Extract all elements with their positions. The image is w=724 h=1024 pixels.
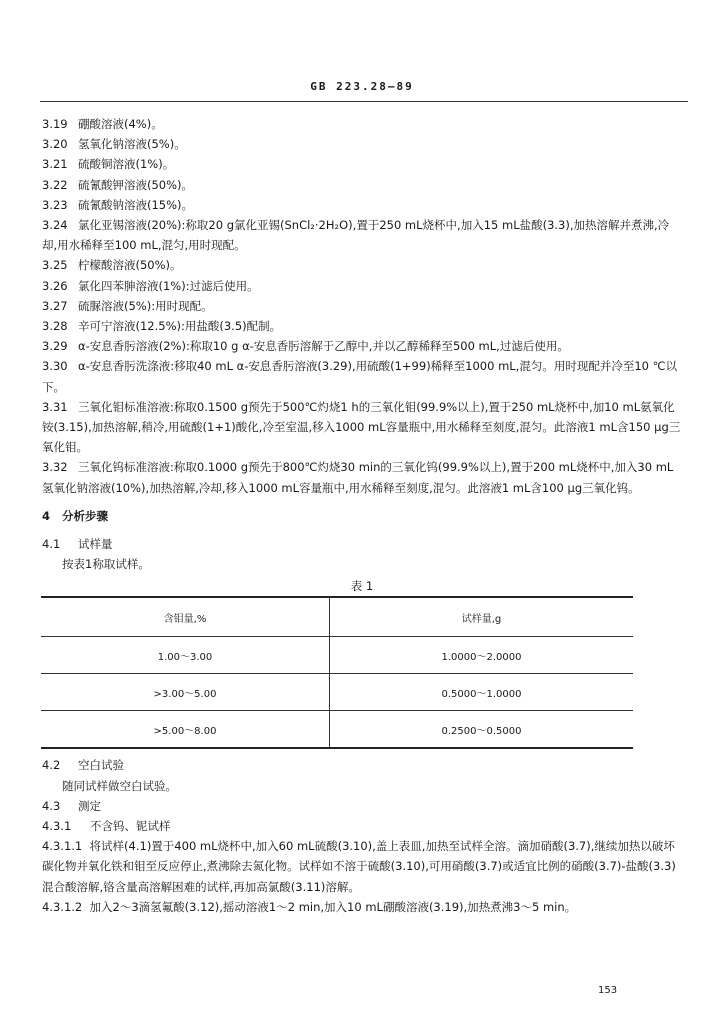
clause-text: 将试样(4.1)置于400 mL烧杯中,加入60 mL硫酸(3.10),盖上表皿,加热至试样全溶。滴加硝酸(3.7),继续加热以破坏碳化物并氧化铁和钼至反应停止,煮沸除去氮化物。试样如不溶于硫酸(3.10),可用硝酸(3.7)或适宜比例的硝酸(3.7)-盐酸(3.3)混合酸溶解,铬含量高溶解困难的试样,再加高氯酸(3.11)溶解。 <box>42 839 676 894</box>
reagent-number: 3.26 <box>42 278 68 293</box>
section-heading <box>42 506 682 526</box>
reagent-number: 3.30 <box>42 359 68 374</box>
subsection-number: 4.3 <box>42 798 61 813</box>
table-row <box>41 637 633 674</box>
reagent-text: 硫酸铜溶液(1%)。 <box>78 157 175 172</box>
sample-mass-table <box>41 596 633 749</box>
reagent-text: 辛可宁溶液(12.5%):用盐酸(3.5)配制。 <box>78 319 282 334</box>
reagent-number: 3.32 <box>42 460 68 475</box>
subsection-heading <box>42 755 682 775</box>
reagent-text: 三氧化钨标准溶液:称取0.1000 g预先于800℃灼烧30 min的三氧化钨(99.9%以上),置于200 mL烧杯中,加入30 mL氢氧化钠溶液(10%),加热溶解,冷却,移入1000 mL容量瓶中,用水稀释至刻度,混匀。此溶液1 mL含100 μg三氧化钨。 <box>42 460 674 495</box>
table-cell: 0.2500～0.5000 <box>330 711 634 749</box>
reagent-list <box>42 114 682 498</box>
table-header-cell: 含钼量,% <box>41 597 330 637</box>
table-cell: 1.0000～2.0000 <box>441 651 522 663</box>
subsection-title: 试样量 <box>78 537 113 552</box>
table-row <box>41 711 633 749</box>
reagent-number: 3.19 <box>42 117 68 131</box>
reagent-item <box>42 336 682 356</box>
paragraph: 随同试样做空白试验。 <box>62 778 177 793</box>
reagent-item <box>42 276 682 296</box>
reagent-number: 3.25 <box>42 258 68 273</box>
paragraph <box>42 897 682 917</box>
subsection-heading <box>42 534 682 554</box>
subsection-heading <box>42 796 682 816</box>
reagent-text: 氯化亚锡溶液(20%):称取20 g氯化亚锡(SnCl₂·2H₂O),置于250 mL烧杯中,加入15 mL盐酸(3.3),加热溶解并煮沸,冷却,用水稀释至100 mL,混匀,用时现配。 <box>42 218 670 253</box>
table-header-row <box>41 597 633 637</box>
reagent-text: 硼酸溶液(4%)。 <box>78 117 163 131</box>
reagent-item <box>42 296 682 316</box>
reagent-item <box>42 356 682 396</box>
subsection-title: 不含钨、铌试样 <box>90 819 171 834</box>
subsection-title: 空白试验 <box>78 758 124 773</box>
reagent-text: α-安息香肟洗涤液:移取40 mL α-安息香肟溶液(3.29),用硫酸(1+99)稀释至1000 mL,混匀。用时现配并冷至10 ℃以下。 <box>42 359 678 394</box>
reagent-text: 硫脲溶液(5%):用时现配。 <box>78 298 213 313</box>
table-cell: 0.5000～1.0000 <box>330 674 634 711</box>
reagent-text: 硫氰酸钠溶液(15%)。 <box>78 197 194 212</box>
paragraph <box>42 836 682 897</box>
page-number: 153 <box>598 985 618 996</box>
table-row <box>41 674 633 711</box>
reagent-text: 三氧化钼标准溶液:称取0.1500 g预先于500℃灼烧1 h的三氧化钼(99.9%以上),置于250 mL烧杯中,加10 mL氨氧化铵(3.15),加热溶解,稍冷,用硫酸(1+1)酸化,冷至室温,移入1000 mL容量瓶中,用水稀释至刻度,混匀。此溶液1 mL含150 μg三氧化钼。 <box>42 399 681 455</box>
reagent-text: 氯化四苯胂溶液(1%):过滤后使用。 <box>78 278 259 293</box>
reagent-item <box>42 114 682 134</box>
subsection-number: 4.2 <box>42 758 61 773</box>
section-number: 4 <box>42 508 51 523</box>
reagent-item <box>42 457 682 497</box>
table-header-cell: 试样量,g <box>330 597 634 637</box>
subsection-number: 4.1 <box>42 537 61 552</box>
clause-number: 4.3.1.2 <box>42 899 83 914</box>
reagent-number: 3.23 <box>42 197 68 212</box>
reagent-number: 3.24 <box>42 218 68 233</box>
subsection-number: 4.3.1 <box>42 819 72 834</box>
reagent-text: 柠檬酸溶液(50%)。 <box>78 258 182 273</box>
clause-text: 加入2～3滴氢氟酸(3.12),摇动溶液1～2 min,加入10 mL硼酸溶液(3.19),加热煮沸3～5 min。 <box>89 899 577 914</box>
subsection-title: 测定 <box>78 798 101 813</box>
reagent-item <box>42 175 682 195</box>
clause-number: 4.3.1.1 <box>42 839 83 854</box>
table-caption: 表 1 <box>350 579 374 594</box>
reagent-number: 3.22 <box>42 177 68 192</box>
reagent-number: 3.20 <box>42 137 68 152</box>
reagent-number: 3.28 <box>42 319 68 334</box>
document-body <box>42 114 682 917</box>
subsection-heading <box>42 816 682 836</box>
paragraph: 按表1称取试样。 <box>62 557 150 572</box>
table-cell: >5.00～8.00 <box>41 711 330 749</box>
section-title: 分析步骤 <box>62 508 109 523</box>
reagent-text: 氢氧化钠溶液(5%)。 <box>78 137 186 152</box>
reagent-text: 硫氰酸钾溶液(50%)。 <box>78 177 194 192</box>
table-cell: >3.00～5.00 <box>41 674 330 711</box>
reagent-item <box>42 316 682 336</box>
reagent-item <box>42 255 682 275</box>
table-cell: 1.00～3.00 <box>41 637 330 674</box>
reagent-item <box>42 195 682 215</box>
reagent-number: 3.27 <box>42 298 68 313</box>
reagent-number: 3.21 <box>42 157 68 172</box>
reagent-item <box>42 215 682 255</box>
header-rule <box>40 101 688 102</box>
reagent-number: 3.31 <box>42 399 68 414</box>
reagent-text: α-安息香肟溶液(2%):称取10 g α-安息香肟溶解于乙醇中,并以乙醇稀释至500 mL,过滤后使用。 <box>78 339 569 354</box>
reagent-number: 3.29 <box>42 339 68 354</box>
reagent-item <box>42 397 682 458</box>
standard-header: GB 223.28—89 <box>310 80 414 93</box>
reagent-item <box>42 134 682 154</box>
reagent-item <box>42 154 682 174</box>
